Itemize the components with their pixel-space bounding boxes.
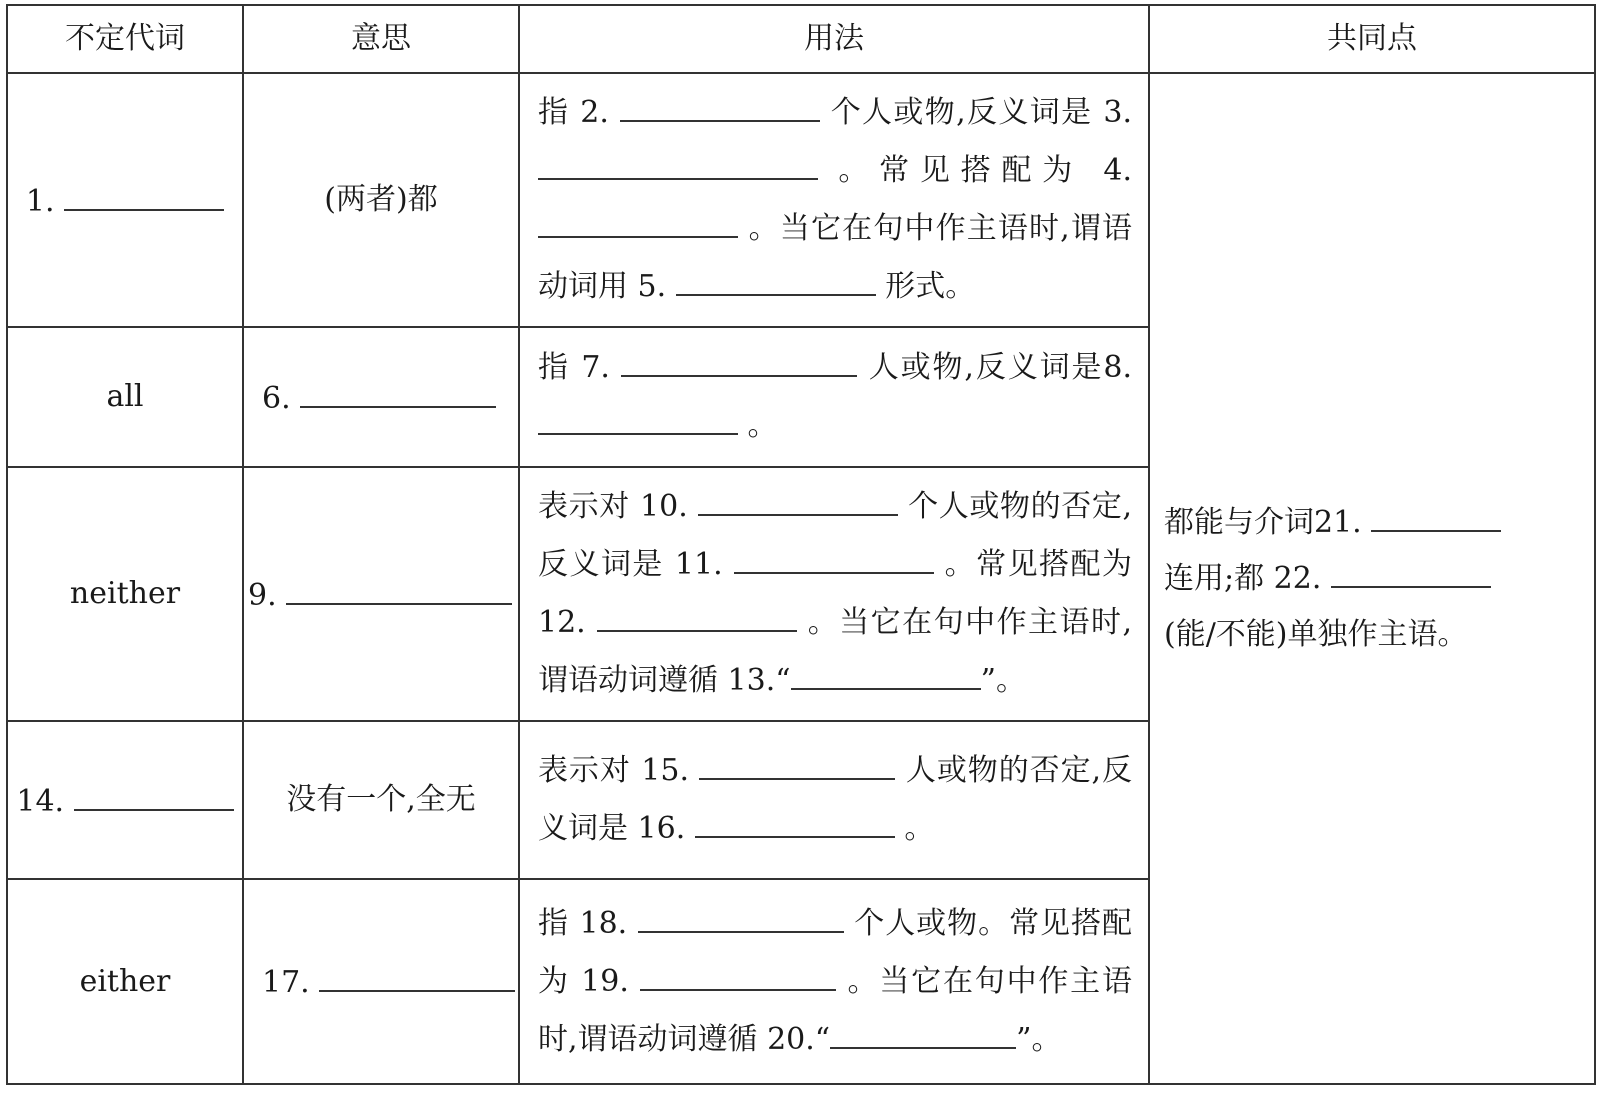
blank-line[interactable] (638, 903, 844, 933)
pronoun-cell (7, 73, 243, 327)
header-meaning: 意思 (243, 5, 519, 73)
pronoun-cell: either (7, 879, 243, 1084)
meaning-cell (243, 879, 519, 1084)
blank-number: 18. (579, 905, 628, 941)
blank-number: 21. (1314, 504, 1362, 540)
blank-number: 11. (674, 547, 723, 582)
blank-line[interactable] (676, 266, 876, 296)
blank-line[interactable] (597, 602, 797, 632)
blank-line[interactable] (319, 962, 515, 992)
blank-number: 12. (538, 605, 586, 640)
blank-line[interactable] (640, 961, 836, 991)
blank-line[interactable] (698, 486, 898, 516)
blank-line[interactable] (300, 378, 496, 408)
header-pronoun: 不定代词 (7, 5, 243, 73)
blank-line[interactable] (791, 660, 981, 690)
blank-line[interactable] (830, 1019, 1016, 1049)
blank-number: 5. (637, 269, 667, 304)
header-common: 共同点 (1149, 5, 1595, 73)
blank-number: 19. (581, 963, 629, 999)
usage-cell: 指 2. 个人或物,反义词是 3. 。常见搭配为 4. 。当它在句中作主语时,谓语动词用 5. 形式。 (519, 73, 1149, 327)
blank-number: 22. (1273, 560, 1322, 596)
blank-number: 1. (25, 183, 55, 219)
blank-line[interactable] (538, 405, 738, 435)
blank-line[interactable] (620, 92, 820, 122)
header-row (7, 5, 1595, 73)
blank-number: 6. (262, 380, 291, 416)
pronoun-cell: all (7, 327, 243, 467)
blank-line[interactable] (64, 181, 224, 211)
pronoun-cell (7, 721, 243, 879)
blank-number: 3. (1103, 95, 1132, 130)
blank-number: 16. (637, 811, 686, 846)
blank-line[interactable] (1371, 502, 1501, 532)
common-cell: 都能与介词21. 连用;都 22. (能/不能)单独作主语。 (1149, 73, 1595, 1084)
blank-number: 13. (727, 663, 776, 698)
blank-line[interactable] (1331, 558, 1491, 588)
blank-number: 4. (1103, 153, 1132, 188)
blank-line[interactable] (538, 150, 818, 180)
blank-line[interactable] (699, 750, 895, 780)
pronoun-cell: neither (7, 467, 243, 721)
blank-line[interactable] (538, 208, 738, 238)
grammar-table (6, 4, 1596, 1085)
meaning-cell (243, 327, 519, 467)
header-usage: 用法 (519, 5, 1149, 73)
blank-number: 7. (581, 350, 610, 385)
blank-number: 15. (641, 753, 689, 788)
meaning-cell: 没有一个,全无 (243, 721, 519, 879)
usage-cell: 表示对 15. 人或物的否定,反义词是 16. 。 (519, 721, 1149, 879)
blank-line[interactable] (74, 781, 234, 811)
blank-line[interactable] (621, 347, 857, 377)
blank-line[interactable] (695, 808, 895, 838)
blank-number: 8. (1103, 350, 1132, 385)
blank-number: 17. (262, 965, 310, 1000)
usage-cell: 表示对 10. 个人或物的否定,反义词是 11. 。常见搭配为 12. 。当它在句中作主语时,谓语动词遵循 13.“ ”。 (519, 467, 1149, 721)
meaning-cell: (两者)都 (243, 73, 519, 327)
table-row (7, 73, 1595, 327)
blank-line[interactable] (734, 544, 934, 574)
blank-number: 10. (640, 489, 688, 524)
blank-number: 20. (767, 1021, 815, 1057)
meaning-cell (243, 467, 519, 721)
blank-number: 2. (580, 95, 609, 130)
blank-line[interactable] (286, 575, 512, 605)
blank-number: 9. (248, 577, 277, 613)
blank-number: 14. (16, 783, 65, 819)
usage-cell: 指 7. 人或物,反义词是8. 。 (519, 327, 1149, 467)
usage-cell: 指 18. 个人或物。常见搭配为 19. 。当它在句中作主语时,谓语动词遵循 20.“ ”。 (519, 879, 1149, 1084)
